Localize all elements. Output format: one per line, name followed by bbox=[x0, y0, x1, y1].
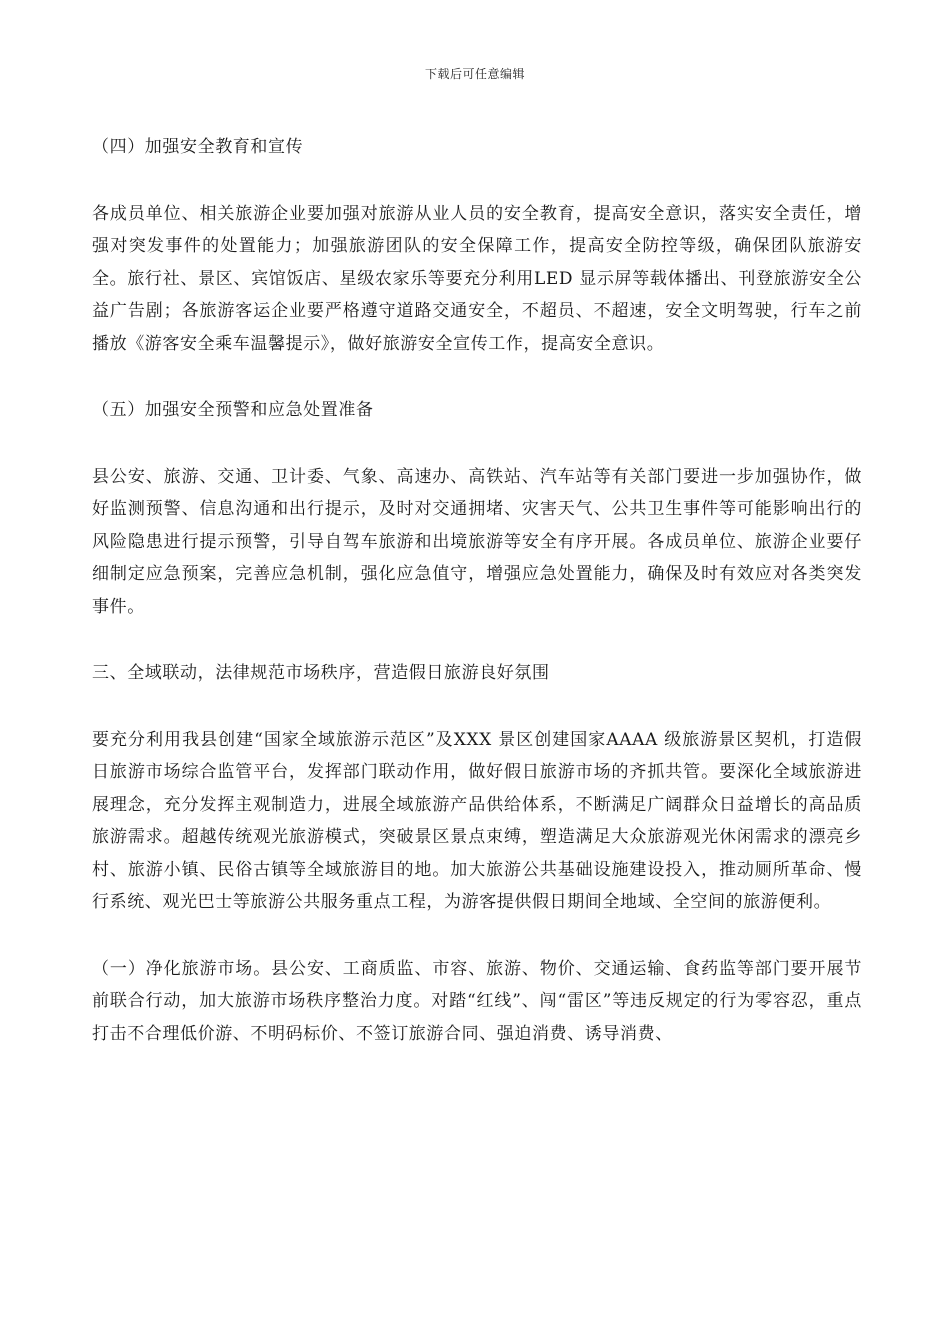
document-body bbox=[92, 131, 862, 1084]
paragraph-market-order: 要充分利用我县创建“国家全域旅游示范区”及XXX 景区创建国家AAAA 级旅游景区契机，打造假日旅游市场综合监管平台，发挥部门联动作用，做好假日旅游市场的齐抓共管。要深化全域旅游进展理念，充分发挥主观制造力，进展全域旅游产品供给体系，不断满足广阔群众日益增长的高品质旅游需求。超越传统观光旅游模式，突破景区景点束缚，塑造满足大众旅游观光休闲需求的漂亮乡村、旅游小镇、民俗古镇等全域旅游目的地。加大旅游公共基础设施建设投入，推动厕所革命、慢行系统、观光巴士等旅游公共服务重点工程，为游客提供假日期间全地域、全空间的旅游便利。 bbox=[92, 729, 862, 912]
section-heading-three: 三、全域联动，法律规范市场秩序，营造假日旅游良好氛围 bbox=[92, 663, 550, 683]
section-heading-four: （四）加强安全教育和宣传 bbox=[92, 137, 304, 157]
paragraph-safety-education: 各成员单位、相关旅游企业要加强对旅游从业人员的安全教育，提高安全意识，落实安全责任，增强对突发事件的处置能力；加强旅游团队的安全保障工作，提高安全防控等级，确保团队旅游安全。旅行社、景区、宾馆饭店、星级农家乐等要充分利用LED 显示屏等载体播出、刊登旅游安全公益广告剧；各旅游客运企业要严格遵守道路交通安全，不超员、不超速，安全文明驾驶，行车之前播放《游客安全乘车温馨提示》，做好旅游安全宣传工作，提高安全意识。 bbox=[92, 203, 862, 354]
paragraph-safety-warning: 县公安、旅游、交通、卫计委、气象、高速办、高铁站、汽车站等有关部门要进一步加强协作，做好监测预警、信息沟通和出行提示，及时对交通拥堵、灾害天气、公共卫生事件等可能影响出行的风险隐患进行提示预警，引导自驾车旅游和出境旅游等安全有序开展。各成员单位、旅游企业要仔细制定应急预案，完善应急机制，强化应急值守，增强应急处置能力，确保及时有效应对各类突发事件。 bbox=[92, 466, 862, 617]
paragraph-purify-market: （一）净化旅游市场。县公安、工商质监、市容、旅游、物价、交通运输、食药监等部门要开展节前联合行动，加大旅游市场秩序整治力度。对踏“红线”、闯“雷区”等违反规定的行为零容忍，重点打击不合理低价游、不明码标价、不签订旅游合同、强迫消费、诱导消费、 bbox=[92, 958, 862, 1044]
header-note: 下载后可任意编辑 bbox=[424, 67, 525, 81]
section-heading-five: （五）加强安全预警和应急处置准备 bbox=[92, 400, 374, 420]
